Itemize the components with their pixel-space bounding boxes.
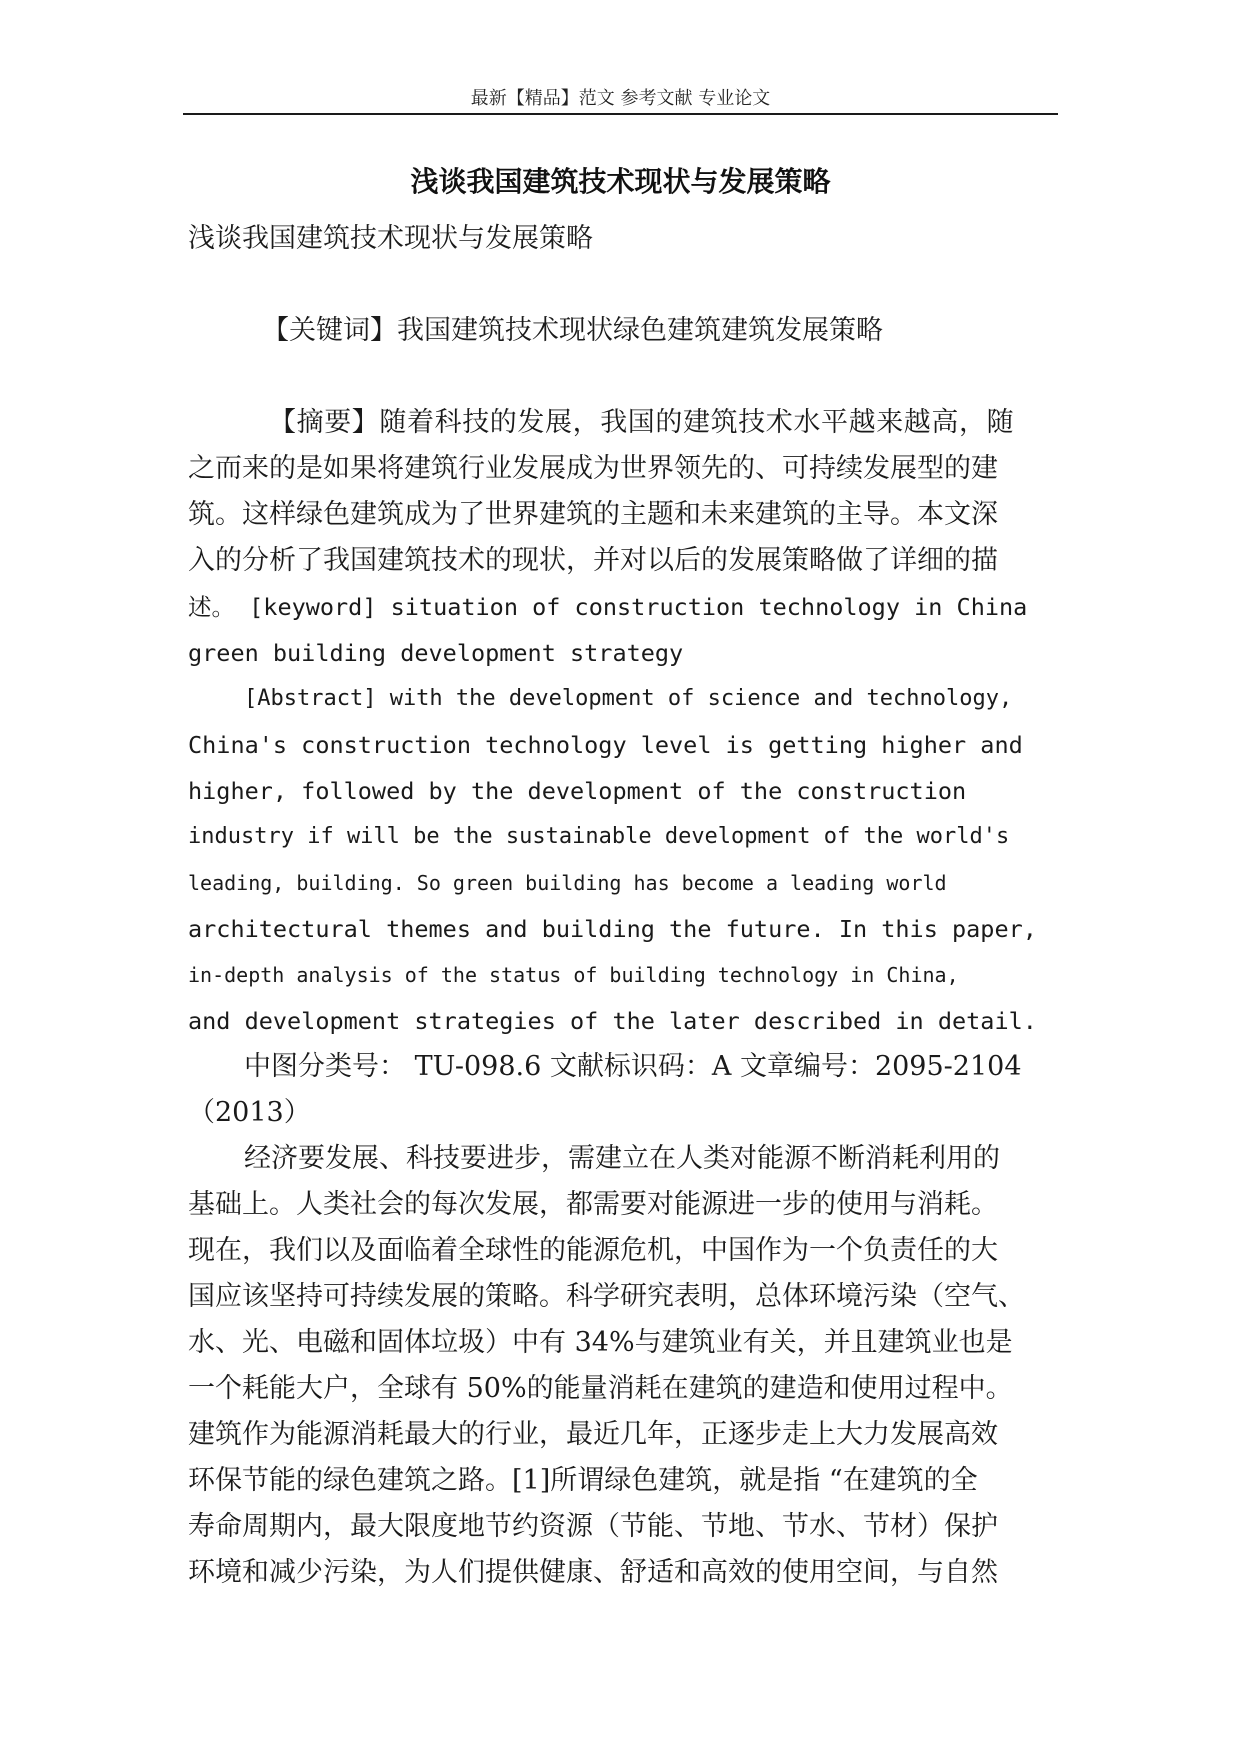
body-line: 水、光、电磁和固体垃圾）中有 34%与建筑业有关，并且建筑业也是: [188, 1327, 1013, 1358]
header-rule: [183, 113, 1058, 115]
body-line: 一个耗能大户，全球有 50%的能量消耗在建筑的建造和使用过程中。: [188, 1373, 1013, 1404]
body-line: 之而来的是如果将建筑行业发展成为世界领先的、可持续发展型的建: [188, 453, 998, 484]
body-line: 【摘要】随着科技的发展，我国的建筑技术水平越来越高，随: [269, 407, 1015, 438]
body-line: 述。 [keyword] situation of construction technology in China: [188, 593, 1028, 621]
body-line: 中图分类号： TU-098.6 文献标识码：A 文章编号：2095-2104: [244, 1051, 1022, 1082]
body-line: architectural themes and building the future. In this paper,: [188, 915, 1037, 943]
body-line: [Abstract] with the development of science and technology,: [244, 686, 1013, 711]
body-line: 国应该坚持可持续发展的策略。科学研究表明，总体环境污染（空气、: [188, 1281, 1025, 1312]
subtitle: 浅谈我国建筑技术现状与发展策略: [188, 223, 593, 254]
body-line: leading, building. So green building has become a leading world: [188, 871, 947, 895]
body-line: 寿命周期内，最大限度地节约资源（节能、节地、节水、节材）保护: [188, 1511, 998, 1542]
body-line: China's construction technology level is getting higher and: [188, 731, 1023, 759]
body-line: 现在，我们以及面临着全球性的能源危机，中国作为一个负责任的大: [188, 1235, 998, 1266]
keywords-cn: 【关键词】我国建筑技术现状绿色建筑建筑发展策略: [262, 315, 883, 346]
body-line: in-depth analysis of the status of building technology in China,: [188, 963, 959, 987]
body-line: 基础上。人类社会的每次发展，都需要对能源进一步的使用与消耗。: [188, 1189, 998, 1220]
body-line: 环保节能的绿色建筑之路。[1]所谓绿色建筑，就是指 “在建筑的全: [188, 1465, 978, 1496]
body-line: 环境和减少污染，为人们提供健康、舒适和高效的使用空间，与自然: [188, 1557, 998, 1588]
body-line: higher, followed by the development of the construction: [188, 777, 967, 805]
body-line: 筑。这样绿色建筑成为了世界建筑的主题和未来建筑的主导。本文深: [188, 499, 998, 530]
body-line: and development strategies of the later described in detail.: [188, 1007, 1037, 1035]
body-line: 入的分析了我国建筑技术的现状，并对以后的发展策略做了详细的描: [188, 545, 998, 576]
body-line: （2013）: [188, 1097, 311, 1128]
body-line: 建筑作为能源消耗最大的行业，最近几年，正逐步走上大力发展高效: [188, 1419, 998, 1450]
running-header: 最新【精品】范文 参考文献 专业论文: [470, 88, 771, 109]
body-line: 经济要发展、科技要进步，需建立在人类对能源不断消耗利用的: [244, 1143, 1000, 1174]
body-line: green building development strategy: [188, 639, 684, 667]
body-line: industry if will be the sustainable development of the world's: [188, 824, 1010, 849]
document-title: 浅谈我国建筑技术现状与发展策略: [410, 165, 831, 198]
